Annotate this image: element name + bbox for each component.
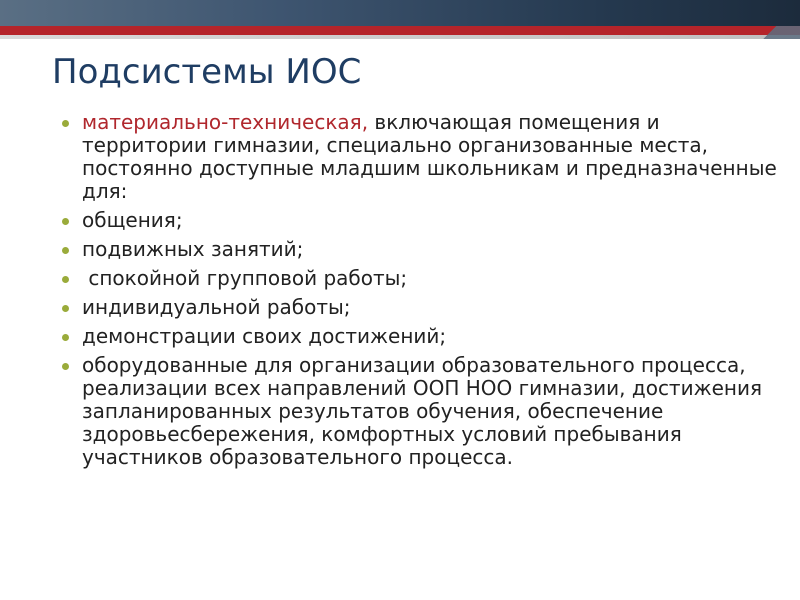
bullet-dot-icon bbox=[62, 247, 69, 254]
list-item-text: подвижных занятий; bbox=[82, 237, 304, 261]
list-item bbox=[60, 238, 780, 261]
bullet-dot-icon bbox=[62, 305, 69, 312]
bullet-list bbox=[60, 111, 780, 475]
list-item-text: демонстрации своих достижений; bbox=[82, 324, 447, 348]
list-item bbox=[60, 296, 780, 319]
list-item bbox=[60, 354, 780, 469]
list-item-text: индивидуальной работы; bbox=[82, 295, 351, 319]
list-item bbox=[60, 111, 780, 203]
list-item bbox=[60, 267, 780, 290]
bullet-dot-icon bbox=[62, 120, 69, 127]
header-bar bbox=[0, 0, 800, 26]
highlighted-term: материально-техническая, bbox=[82, 110, 369, 134]
list-item-text: оборудованные для организации образовательного процесса, реализации всех направлений ООП НОО гимназии, достижения запланированных результатов обучения, обеспечение здоровьесбережения, комфортных условий пребывания участников образовательного процесса. bbox=[82, 353, 763, 469]
divider-stripe bbox=[0, 35, 800, 39]
accent-stripe bbox=[0, 26, 800, 35]
list-item-text: общения; bbox=[82, 208, 183, 232]
list-item-text: спокойной групповой работы; bbox=[82, 266, 408, 290]
bullet-dot-icon bbox=[62, 363, 69, 370]
bullet-dot-icon bbox=[62, 276, 69, 283]
slide-title: Подсистемы ИОС bbox=[52, 52, 362, 92]
bullet-dot-icon bbox=[62, 334, 69, 341]
bullet-dot-icon bbox=[62, 218, 69, 225]
corner-decoration bbox=[740, 26, 800, 39]
list-item bbox=[60, 325, 780, 348]
list-item bbox=[60, 209, 780, 232]
list-item-text: включающая помещения и территории гимназии, специально организованные места, постоянно доступные младшим школьникам и предназначенные для: bbox=[82, 110, 777, 203]
